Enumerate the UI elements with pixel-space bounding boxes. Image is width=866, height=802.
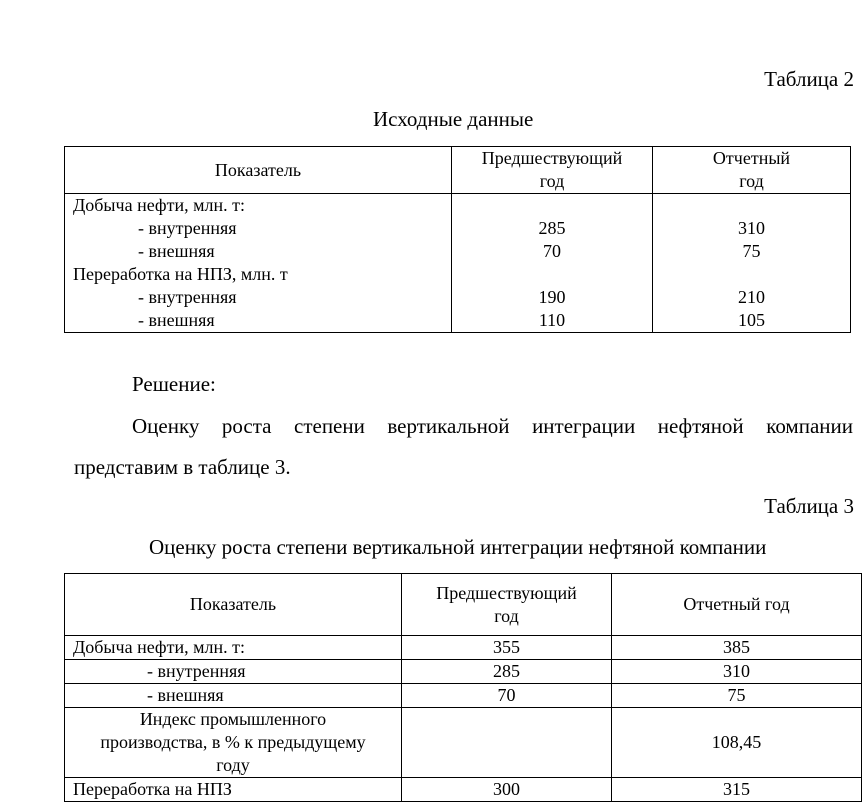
table3-cut-label — [65, 778, 402, 802]
table2-prev-value — [452, 194, 652, 217]
table2-header-row — [65, 147, 851, 194]
table2-body-row — [65, 194, 851, 333]
table3-index-label-line1: Индекс промышленного — [139, 709, 327, 729]
table2-caption: Таблица 2 — [764, 67, 854, 91]
table3-row-label-text: - внешняя — [147, 685, 224, 705]
table3-row-label — [65, 660, 402, 684]
table2-header-report-line2: год — [739, 171, 764, 191]
table2-prev-cell — [452, 194, 653, 333]
table3-row — [65, 684, 862, 708]
table2-row-label: - внешняя — [138, 310, 215, 330]
table3-index-prev — [402, 708, 612, 778]
table3-row-label-text: Добыча нефти, млн. т: — [73, 637, 245, 657]
table2-header-report — [653, 147, 851, 194]
table2-prev-value — [452, 263, 652, 286]
solution-label: Решение: — [132, 372, 216, 396]
table2-row-label: - внутренняя — [138, 287, 237, 307]
table3-cut-row — [65, 778, 862, 802]
table3-index-row — [65, 708, 862, 778]
table3-row-label-text: - внутренняя — [147, 661, 246, 681]
table2-report-cell — [653, 194, 851, 333]
paragraph-line2: представим в таблице 3. — [74, 455, 291, 479]
table3-header-prev — [402, 574, 612, 636]
table2-report-value: 310 — [738, 218, 765, 238]
table3-report-value: 385 — [612, 636, 862, 660]
table3-index-report: 108,45 — [612, 708, 862, 778]
table3-header-report: Отчетный год — [612, 574, 862, 636]
table2-prev-value: 190 — [538, 287, 566, 307]
table3-report-value: 310 — [612, 660, 862, 684]
table2 — [64, 146, 851, 333]
table3-index-label-line3: году — [216, 755, 250, 775]
table2-report-value: 105 — [738, 310, 765, 330]
table3-prev-value: 285 — [402, 660, 612, 684]
table3-index-label-line2: производства, в % к предыдущему — [100, 732, 366, 752]
table3-header-prev-line1: Предшествующий — [436, 582, 577, 603]
table2-report-value — [653, 263, 850, 286]
table2-report-value: 210 — [738, 287, 765, 307]
paragraph-line1: Оценку роста степени вертикальной интеграции нефтяной компании — [132, 414, 853, 438]
table2-report-value: 75 — [742, 241, 761, 261]
table3-cut-report: 315 — [612, 778, 862, 802]
table2-row-label: - внешняя — [138, 241, 215, 261]
table3 — [64, 573, 862, 802]
table3-prev-value: 70 — [402, 684, 612, 708]
table3-report-value: 75 — [612, 684, 862, 708]
table2-header-prev-line1: Предшествующий — [481, 148, 623, 168]
table3-row-label — [65, 636, 402, 660]
table3-header-row — [65, 574, 862, 636]
table3-cut-prev: 300 — [402, 778, 612, 802]
table3-row — [65, 636, 862, 660]
table3-cut-label-text: Переработка на НПЗ — [73, 779, 232, 799]
table2-prev-value: 285 — [538, 218, 566, 238]
table2-header-report-line1: Отчетный — [712, 148, 791, 168]
table2-prev-value: 70 — [543, 241, 561, 261]
table3-prev-value: 355 — [402, 636, 612, 660]
table3-row — [65, 660, 862, 684]
table2-title: Исходные данные — [373, 107, 534, 131]
table2-report-value — [653, 194, 850, 217]
table3-title: Оценку роста степени вертикальной интеграции нефтяной компании — [149, 535, 767, 559]
table2-row-label: - внутренняя — [138, 218, 237, 238]
table2-labels-cell — [65, 194, 452, 333]
table3-caption: Таблица 3 — [764, 494, 854, 518]
table2-row-label: Добыча нефти, млн. т: — [73, 195, 245, 215]
table2-prev-value: 110 — [538, 310, 566, 330]
table3-index-label — [65, 708, 402, 778]
table3-header-prev-line2: год — [494, 605, 519, 626]
table2-header-prev-line2: год — [539, 171, 565, 191]
table2-header-indicator: Показатель — [65, 147, 452, 194]
table3-header-indicator: Показатель — [65, 574, 402, 636]
table3-row-label — [65, 684, 402, 708]
table2-header-prev — [452, 147, 653, 194]
table2-row-label: Переработка на НПЗ, млн. т — [73, 264, 288, 284]
